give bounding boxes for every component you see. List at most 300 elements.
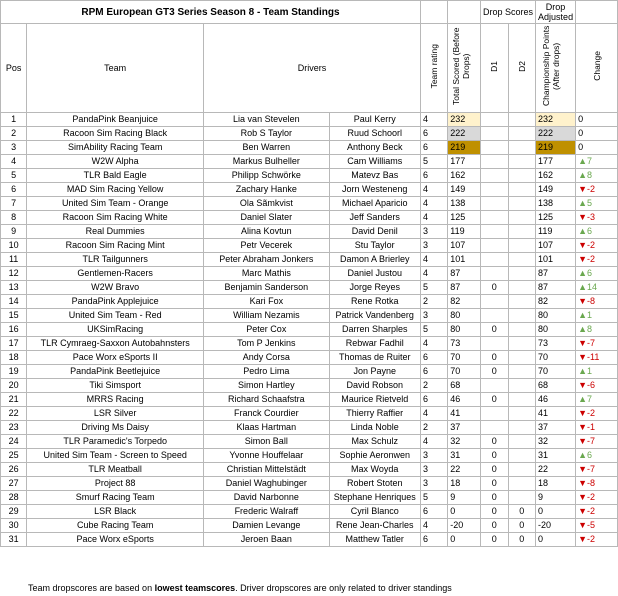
championship-cell: 68 — [536, 379, 576, 393]
driver2-cell: Thierry Raffier — [329, 407, 420, 421]
team-cell: W2W Bravo — [27, 281, 204, 295]
change-cell: ▲7 — [576, 393, 618, 407]
driver2-cell: Jorn Westeneng — [329, 183, 420, 197]
table-row — [1, 141, 618, 155]
drop1-cell — [481, 141, 509, 155]
championship-cell: 149 — [536, 183, 576, 197]
driver2-cell: Rebwar Fadhil — [329, 337, 420, 351]
total-cell: 18 — [448, 477, 481, 491]
drop2-cell — [508, 197, 536, 211]
pos-cell: 9 — [1, 225, 27, 239]
team-cell: Real Dummies — [27, 225, 204, 239]
pos-cell: 22 — [1, 407, 27, 421]
drop2-cell: 0 — [508, 533, 536, 547]
table-row — [1, 519, 618, 533]
drop1-cell: 0 — [481, 365, 509, 379]
table-row — [1, 421, 618, 435]
rating-cell: 6 — [420, 533, 447, 547]
total-scored-header: Total Scored (Before Drops) — [451, 27, 472, 105]
team-cell: Racoon Sim Racing White — [27, 211, 204, 225]
drop1-cell: 0 — [481, 323, 509, 337]
change-cell: ▼-2 — [576, 183, 618, 197]
driver2-cell: Stephane Henriques — [329, 491, 420, 505]
down-arrow-icon: ▼ — [578, 380, 587, 390]
change-cell: ▼-2 — [576, 239, 618, 253]
title-row — [1, 1, 618, 24]
driver1-cell: William Nezamis — [204, 309, 329, 323]
change-cell: 0 — [576, 113, 618, 127]
rating-cell: 4 — [420, 253, 447, 267]
championship-cell: 46 — [536, 393, 576, 407]
pos-cell: 3 — [1, 141, 27, 155]
rating-cell: 6 — [420, 393, 447, 407]
total-cell: 138 — [448, 197, 481, 211]
team-cell: Pace Worx eSports — [27, 533, 204, 547]
championship-cell: 22 — [536, 463, 576, 477]
team-cell: LSR Silver — [27, 407, 204, 421]
up-arrow-icon: ▲ — [578, 198, 587, 208]
table-row — [1, 197, 618, 211]
change-cell: ▲5 — [576, 197, 618, 211]
table-row — [1, 337, 618, 351]
drop1-cell — [481, 421, 509, 435]
driver1-cell: Pedro Lima — [204, 365, 329, 379]
driver2-cell: Max Schulz — [329, 435, 420, 449]
table-row — [1, 211, 618, 225]
down-arrow-icon: ▼ — [578, 478, 587, 488]
championship-cell: 9 — [536, 491, 576, 505]
drop2-cell — [508, 309, 536, 323]
drop1-cell — [481, 211, 509, 225]
down-arrow-icon: ▼ — [578, 352, 587, 362]
change-cell: ▼-6 — [576, 379, 618, 393]
championship-cell: 87 — [536, 267, 576, 281]
up-arrow-icon: ▲ — [578, 156, 587, 166]
total-cell: 101 — [448, 253, 481, 267]
team-cell: Smurf Racing Team — [27, 491, 204, 505]
pos-cell: 12 — [1, 267, 27, 281]
change-cell: ▼-2 — [576, 253, 618, 267]
down-arrow-icon: ▼ — [578, 534, 587, 544]
drop2-cell — [508, 477, 536, 491]
down-arrow-icon: ▼ — [578, 338, 587, 348]
rating-cell: 4 — [420, 337, 447, 351]
table-row — [1, 393, 618, 407]
drop1-cell — [481, 169, 509, 183]
change-cell: ▼-5 — [576, 519, 618, 533]
drop1-cell — [481, 183, 509, 197]
drop1-cell: 0 — [481, 491, 509, 505]
championship-cell: 0 — [536, 533, 576, 547]
drop1-cell — [481, 295, 509, 309]
driver1-cell: Zachary Hanke — [204, 183, 329, 197]
driver2-cell: Maurice Rietveld — [329, 393, 420, 407]
drop2-cell — [508, 155, 536, 169]
driver1-cell: Richard Schaafstra — [204, 393, 329, 407]
change-cell: ▲1 — [576, 309, 618, 323]
team-cell: Project 88 — [27, 477, 204, 491]
driver1-cell: Simon Ball — [204, 435, 329, 449]
table-row — [1, 113, 618, 127]
footnote: Team dropscores are based on lowest teamscores. Driver dropscores are only related to driver standings — [28, 583, 452, 593]
championship-cell: 41 — [536, 407, 576, 421]
team-cell: United Sim Team - Screen to Speed — [27, 449, 204, 463]
total-cell: 73 — [448, 337, 481, 351]
drop2-cell — [508, 267, 536, 281]
down-arrow-icon: ▼ — [578, 296, 587, 306]
driver1-cell: Peter Cox — [204, 323, 329, 337]
driver1-cell: Andy Corsa — [204, 351, 329, 365]
total-cell: 222 — [448, 127, 481, 141]
down-arrow-icon: ▼ — [578, 492, 587, 502]
drop1-cell: 0 — [481, 477, 509, 491]
drop2-cell — [508, 225, 536, 239]
table-row — [1, 477, 618, 491]
rating-cell: 2 — [420, 421, 447, 435]
table-row — [1, 323, 618, 337]
driver1-cell: Franck Courdier — [204, 407, 329, 421]
drop2-cell — [508, 407, 536, 421]
up-arrow-icon: ▲ — [578, 226, 587, 236]
drop2-cell — [508, 379, 536, 393]
up-arrow-icon: ▲ — [578, 450, 587, 460]
championship-cell: -20 — [536, 519, 576, 533]
rating-cell: 2 — [420, 295, 447, 309]
rating-cell: 5 — [420, 281, 447, 295]
drop1-cell — [481, 309, 509, 323]
drop2-cell — [508, 127, 536, 141]
rating-cell: 6 — [420, 169, 447, 183]
pos-cell: 1 — [1, 113, 27, 127]
driver1-cell: Christian Mittelstädt — [204, 463, 329, 477]
pos-cell: 29 — [1, 505, 27, 519]
drop1-cell — [481, 127, 509, 141]
up-arrow-icon: ▲ — [578, 170, 587, 180]
championship-cell: 32 — [536, 435, 576, 449]
rating-cell: 4 — [420, 183, 447, 197]
drop2-cell — [508, 253, 536, 267]
drop2-cell — [508, 295, 536, 309]
change-cell: ▼-7 — [576, 463, 618, 477]
drop1-cell — [481, 113, 509, 127]
drop1-cell: 0 — [481, 519, 509, 533]
down-arrow-icon: ▼ — [578, 506, 587, 516]
drop1-cell — [481, 155, 509, 169]
team-cell: W2W Alpha — [27, 155, 204, 169]
total-cell: 31 — [448, 449, 481, 463]
drop2-cell — [508, 365, 536, 379]
pos-cell: 5 — [1, 169, 27, 183]
drop1-cell: 0 — [481, 533, 509, 547]
team-cell: PandaPink Beanjuice — [27, 113, 204, 127]
down-arrow-icon: ▼ — [578, 254, 587, 264]
table-row — [1, 463, 618, 477]
drop2-cell — [508, 211, 536, 225]
team-cell: United Sim Team - Red — [27, 309, 204, 323]
table-title: RPM European GT3 Series Season 8 - Team Standings — [1, 1, 421, 24]
header-row — [1, 24, 618, 113]
driver2-cell: Thomas de Ruiter — [329, 351, 420, 365]
table-row — [1, 183, 618, 197]
change-cell: ▲8 — [576, 169, 618, 183]
rating-cell: 3 — [420, 309, 447, 323]
pos-cell: 26 — [1, 463, 27, 477]
driver1-cell: Frederic Walraff — [204, 505, 329, 519]
championship-cell: 80 — [536, 309, 576, 323]
table-row — [1, 239, 618, 253]
rating-cell: 6 — [420, 127, 447, 141]
down-arrow-icon: ▼ — [578, 436, 587, 446]
driver1-cell: Daniel Waghubinger — [204, 477, 329, 491]
rating-cell: 3 — [420, 239, 447, 253]
total-cell: 70 — [448, 351, 481, 365]
team-cell: TLR Bald Eagle — [27, 169, 204, 183]
driver1-cell: Markus Bulheller — [204, 155, 329, 169]
drop1-cell: 0 — [481, 435, 509, 449]
championship-cell: 101 — [536, 253, 576, 267]
pos-cell: 14 — [1, 295, 27, 309]
total-cell: 0 — [448, 533, 481, 547]
change-cell: ▼-8 — [576, 295, 618, 309]
drop1-cell: 0 — [481, 393, 509, 407]
up-arrow-icon: ▲ — [578, 310, 587, 320]
rating-cell: 5 — [420, 323, 447, 337]
driver1-cell: Ben Warren — [204, 141, 329, 155]
driver2-cell: Max Woyda — [329, 463, 420, 477]
total-cell: 32 — [448, 435, 481, 449]
driver1-cell: Ola Sãmkvist — [204, 197, 329, 211]
total-cell: 80 — [448, 309, 481, 323]
driver1-cell: Damien Levange — [204, 519, 329, 533]
driver2-cell: Rene Rotka — [329, 295, 420, 309]
drop1-cell — [481, 407, 509, 421]
table-row — [1, 253, 618, 267]
up-arrow-icon: ▲ — [578, 366, 587, 376]
total-cell: 46 — [448, 393, 481, 407]
pos-cell: 7 — [1, 197, 27, 211]
drop1-cell — [481, 197, 509, 211]
pos-cell: 24 — [1, 435, 27, 449]
championship-cell: 125 — [536, 211, 576, 225]
table-row — [1, 267, 618, 281]
table-row — [1, 435, 618, 449]
table-row — [1, 225, 618, 239]
change-cell: 0 — [576, 127, 618, 141]
pos-cell: 8 — [1, 211, 27, 225]
drop1-cell — [481, 379, 509, 393]
pos-cell: 10 — [1, 239, 27, 253]
pos-cell: 16 — [1, 323, 27, 337]
driver2-cell: Robert Stoten — [329, 477, 420, 491]
championship-cell: 222 — [536, 127, 576, 141]
total-cell: 87 — [448, 281, 481, 295]
total-cell: 219 — [448, 141, 481, 155]
down-arrow-icon: ▼ — [578, 422, 587, 432]
driver2-cell: David Denil — [329, 225, 420, 239]
drop2-cell — [508, 435, 536, 449]
pos-cell: 19 — [1, 365, 27, 379]
driver2-cell: Patrick Vandenberg — [329, 309, 420, 323]
rating-cell: 4 — [420, 197, 447, 211]
total-cell: 70 — [448, 365, 481, 379]
up-arrow-icon: ▲ — [578, 394, 587, 404]
rating-cell: 4 — [420, 113, 447, 127]
change-cell: ▲7 — [576, 155, 618, 169]
driver2-cell: Damon A Brierley — [329, 253, 420, 267]
table-row — [1, 127, 618, 141]
total-cell: 107 — [448, 239, 481, 253]
rating-cell: 6 — [420, 365, 447, 379]
change-cell: ▼-3 — [576, 211, 618, 225]
change-cell: ▲14 — [576, 281, 618, 295]
down-arrow-icon: ▼ — [578, 212, 587, 222]
rating-cell: 5 — [420, 155, 447, 169]
driver1-cell: Benjamin Sanderson — [204, 281, 329, 295]
team-cell: MRRS Racing — [27, 393, 204, 407]
table-row — [1, 281, 618, 295]
driver2-cell: Darren Sharples — [329, 323, 420, 337]
team-cell: TLR Paramedic's Torpedo — [27, 435, 204, 449]
table-row — [1, 365, 618, 379]
driver2-cell: Jon Payne — [329, 365, 420, 379]
championship-cell: 232 — [536, 113, 576, 127]
driver1-cell: Jeroen Baan — [204, 533, 329, 547]
driver1-cell: Simon Hartley — [204, 379, 329, 393]
driver2-cell: Linda Noble — [329, 421, 420, 435]
team-cell: Gentlemen-Racers — [27, 267, 204, 281]
pos-cell: 13 — [1, 281, 27, 295]
change-cell: ▼-7 — [576, 337, 618, 351]
team-cell: UKSimRacing — [27, 323, 204, 337]
drop2-cell — [508, 141, 536, 155]
pos-cell: 2 — [1, 127, 27, 141]
rating-cell: 3 — [420, 463, 447, 477]
drop1-cell — [481, 337, 509, 351]
driver2-cell: Daniel Justou — [329, 267, 420, 281]
team-cell: MAD Sim Racing Yellow — [27, 183, 204, 197]
change-cell: ▼-8 — [576, 477, 618, 491]
drop1-cell — [481, 239, 509, 253]
championship-cell: 18 — [536, 477, 576, 491]
championship-cell: 80 — [536, 323, 576, 337]
pos-header: Pos — [1, 24, 27, 113]
driver2-cell: Paul Kerry — [329, 113, 420, 127]
change-cell: ▲1 — [576, 365, 618, 379]
driver1-cell: Rob S Taylor — [204, 127, 329, 141]
drop1-cell: 0 — [481, 281, 509, 295]
pos-cell: 23 — [1, 421, 27, 435]
change-cell: ▼-1 — [576, 421, 618, 435]
driver2-cell: Stu Taylor — [329, 239, 420, 253]
pos-cell: 28 — [1, 491, 27, 505]
drop1-cell: 0 — [481, 505, 509, 519]
championship-cell: 119 — [536, 225, 576, 239]
table-row — [1, 295, 618, 309]
rating-cell: 5 — [420, 491, 447, 505]
pos-cell: 6 — [1, 183, 27, 197]
rating-cell: 3 — [420, 225, 447, 239]
rating-cell: 4 — [420, 519, 447, 533]
up-arrow-icon: ▲ — [578, 268, 587, 278]
championship-cell: 73 — [536, 337, 576, 351]
total-cell: 37 — [448, 421, 481, 435]
drop2-cell — [508, 491, 536, 505]
change-header: Change — [591, 51, 602, 81]
driver1-cell: Yvonne Houffelaar — [204, 449, 329, 463]
driver1-cell: Marc Mathis — [204, 267, 329, 281]
change-cell: ▲6 — [576, 449, 618, 463]
change-cell: 0 — [576, 141, 618, 155]
drop-adjusted-header: Drop Adjusted — [536, 1, 576, 24]
up-arrow-icon: ▲ — [578, 324, 587, 334]
drop2-cell — [508, 393, 536, 407]
driver2-cell: Matthew Tatler — [329, 533, 420, 547]
total-cell: 119 — [448, 225, 481, 239]
drop1-cell: 0 — [481, 351, 509, 365]
table-row — [1, 379, 618, 393]
driver1-cell: Petr Vecerek — [204, 239, 329, 253]
pos-cell: 27 — [1, 477, 27, 491]
drop2-cell — [508, 169, 536, 183]
pos-cell: 20 — [1, 379, 27, 393]
change-cell: ▼-2 — [576, 407, 618, 421]
driver2-cell: Michael Aparicio — [329, 197, 420, 211]
drop2-cell — [508, 421, 536, 435]
table-row — [1, 533, 618, 547]
table-row — [1, 407, 618, 421]
change-cell: ▼-2 — [576, 533, 618, 547]
drop2-cell — [508, 449, 536, 463]
pos-cell: 25 — [1, 449, 27, 463]
team-cell: Cube Racing Team — [27, 519, 204, 533]
driver1-cell: Peter Abraham Jonkers — [204, 253, 329, 267]
drop2-cell — [508, 337, 536, 351]
total-cell: 9 — [448, 491, 481, 505]
down-arrow-icon: ▼ — [578, 240, 587, 250]
change-cell: ▲8 — [576, 323, 618, 337]
rating-cell: 3 — [420, 449, 447, 463]
driver2-cell: Jeff Sanders — [329, 211, 420, 225]
team-cell: LSR Black — [27, 505, 204, 519]
team-cell: Driving Ms Daisy — [27, 421, 204, 435]
total-cell: 149 — [448, 183, 481, 197]
change-cell: ▼-2 — [576, 505, 618, 519]
team-cell: United Sim Team - Orange — [27, 197, 204, 211]
driver2-cell: Matevz Bas — [329, 169, 420, 183]
driver2-cell: Jorge Reyes — [329, 281, 420, 295]
driver1-cell: Alina Kovtun — [204, 225, 329, 239]
change-cell: ▼-11 — [576, 351, 618, 365]
total-cell: 232 — [448, 113, 481, 127]
total-cell: 0 — [448, 505, 481, 519]
championship-cell: 70 — [536, 365, 576, 379]
team-cell: Tiki Simsport — [27, 379, 204, 393]
team-cell: Pace Worx eSports II — [27, 351, 204, 365]
team-cell: TLR Meatball — [27, 463, 204, 477]
driver1-cell: Tom P Jenkins — [204, 337, 329, 351]
total-cell: 162 — [448, 169, 481, 183]
change-cell: ▼-7 — [576, 435, 618, 449]
team-cell: TLR Cymraeg-Saxxon Autobahnsters — [27, 337, 204, 351]
down-arrow-icon: ▼ — [578, 464, 587, 474]
team-cell: Racoon Sim Racing Black — [27, 127, 204, 141]
rating-cell: 4 — [420, 211, 447, 225]
championship-cell: 87 — [536, 281, 576, 295]
championship-cell: 177 — [536, 155, 576, 169]
table-row — [1, 309, 618, 323]
total-cell: 22 — [448, 463, 481, 477]
total-cell: 68 — [448, 379, 481, 393]
